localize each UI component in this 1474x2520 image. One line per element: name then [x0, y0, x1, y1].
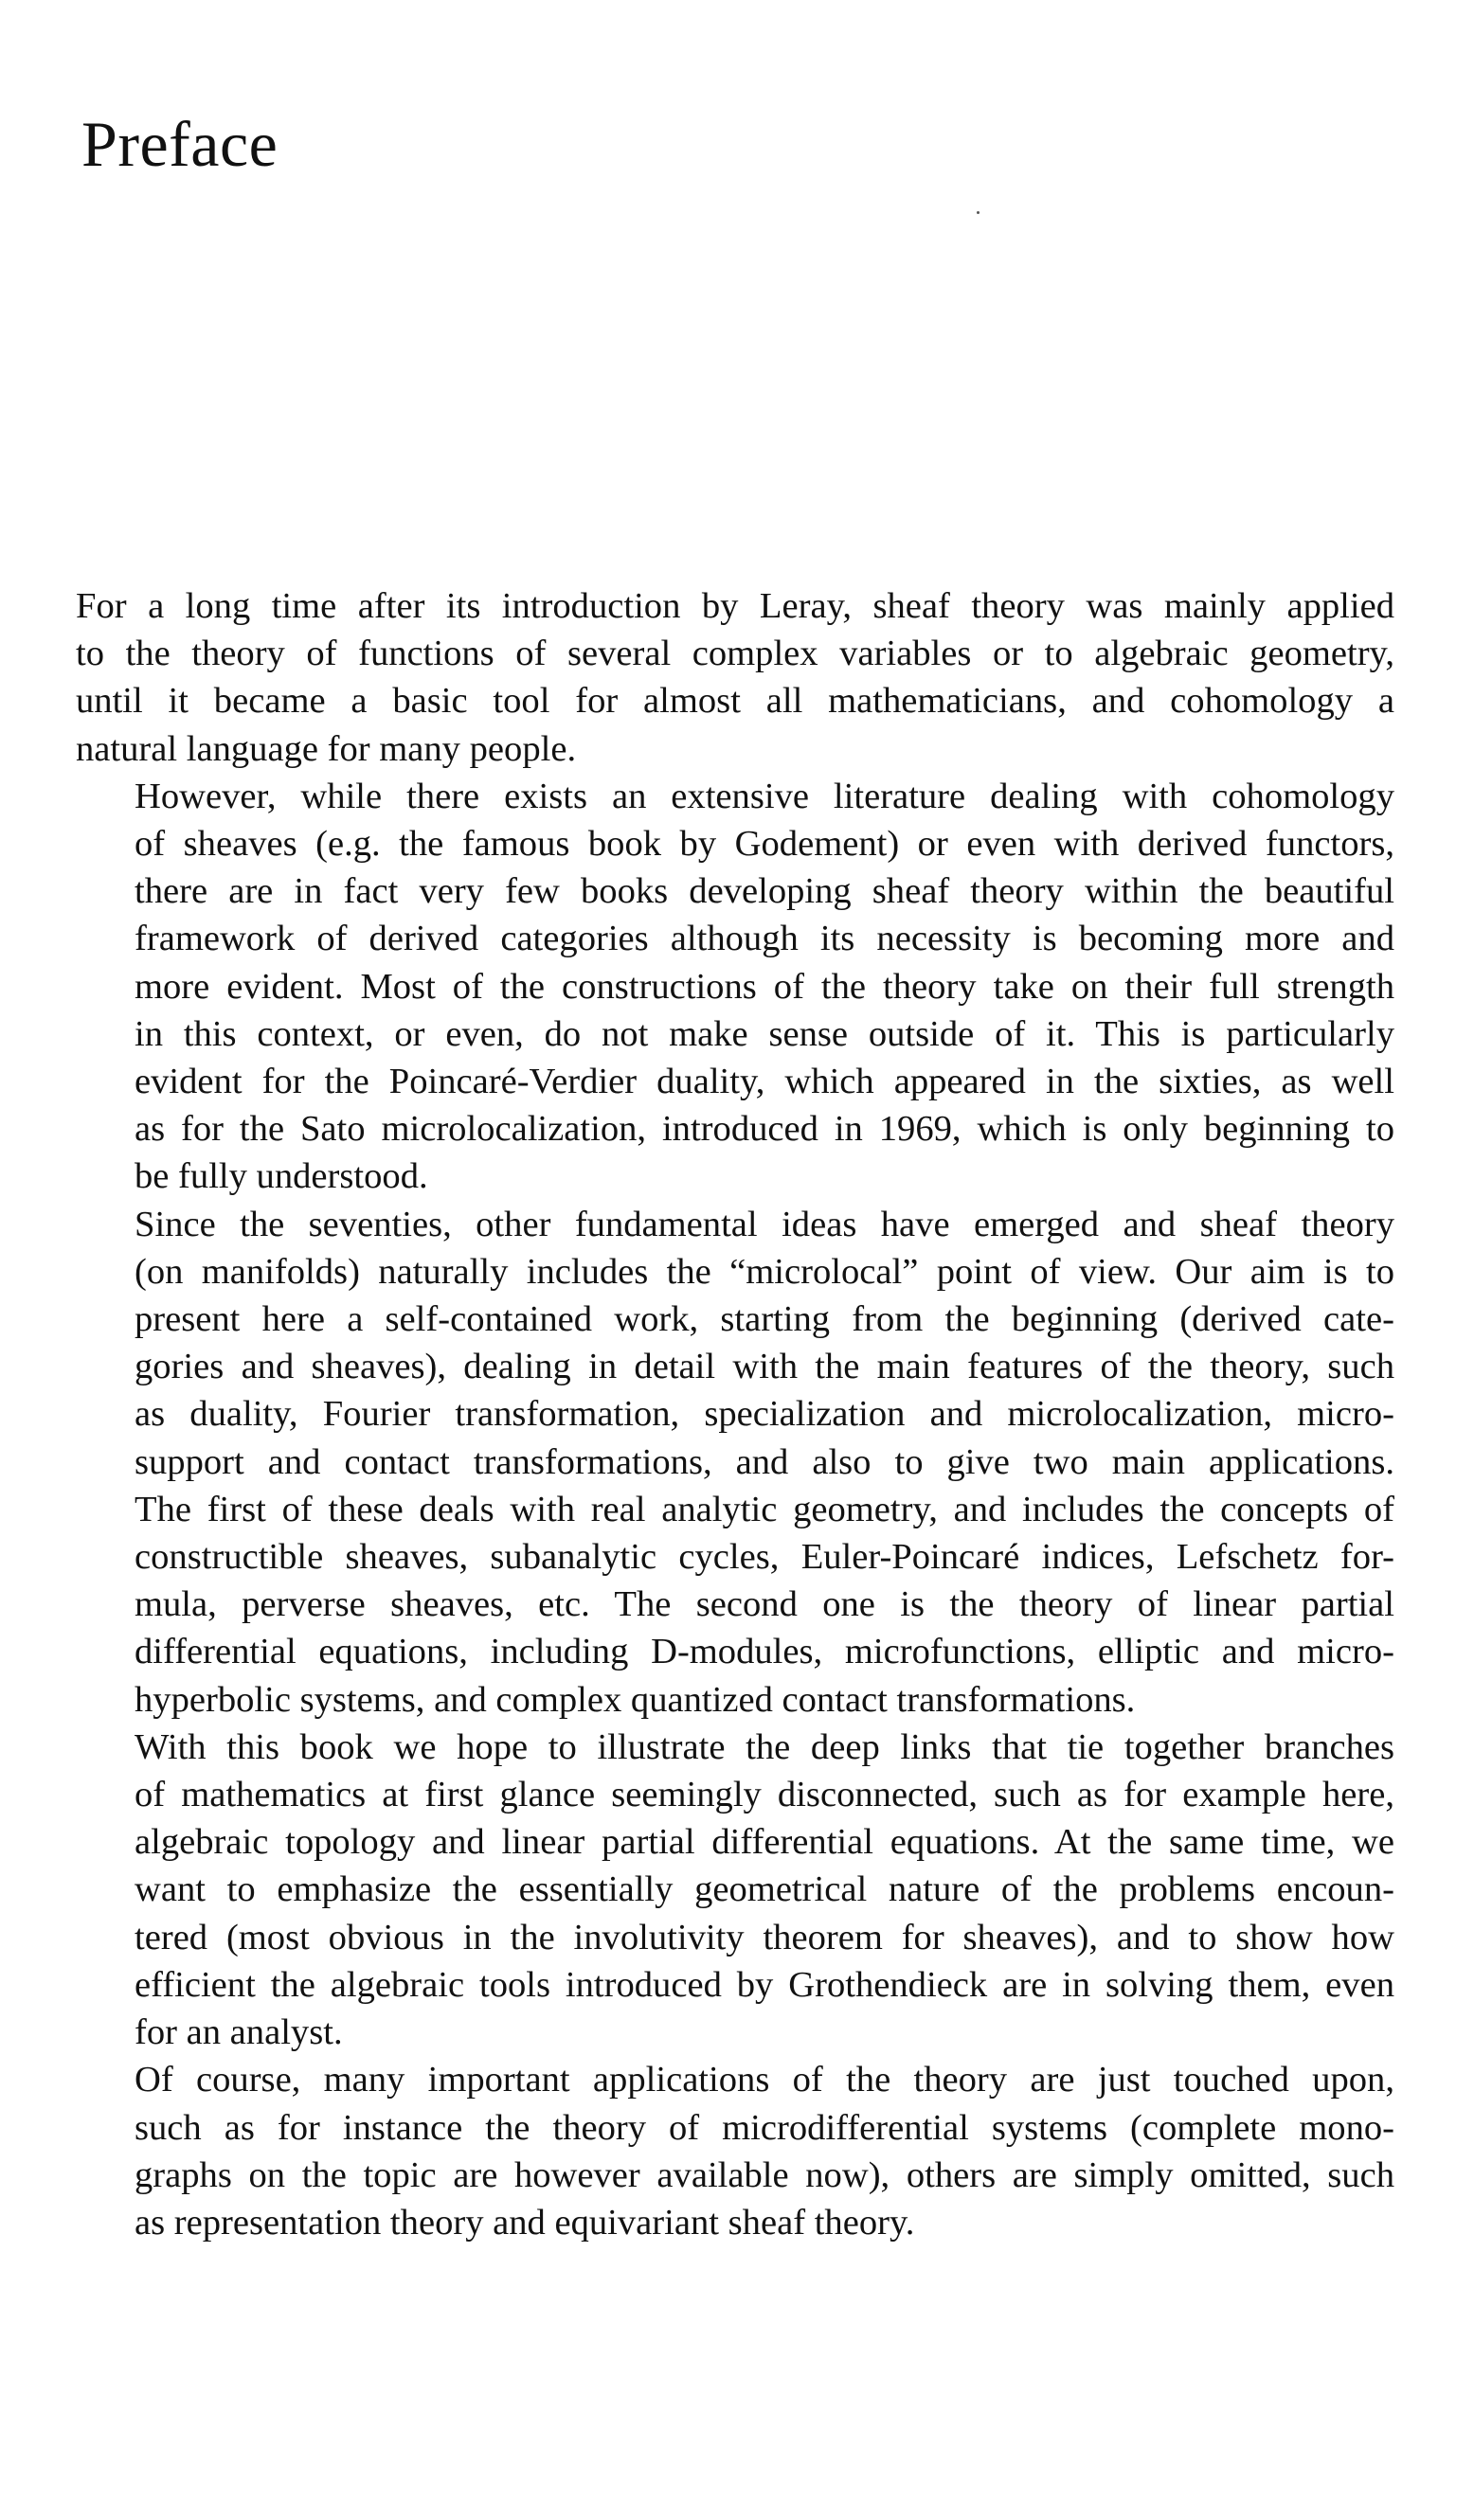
paragraph-2	[76, 773, 1394, 1201]
text-line: as for the Sato microlocalization, introduced in 1969, which is only beginning to	[135, 1109, 1394, 1150]
text-line: gories and sheaves), dealing in detail with the main features of the theory, such	[135, 1347, 1394, 1387]
text-line: Since the seventies, other fundamental ideas have emerged and sheaf theory	[135, 1204, 1394, 1244]
text-line: support and contact transformations, and also to give two main applications.	[135, 1441, 1394, 1482]
text-line: evident for the Poincaré-Verdier duality, which appeared in the sixties, as well	[135, 1062, 1394, 1102]
text-line: in this context, or even, do not make sense outside of it. This is particularly	[135, 1013, 1394, 1054]
text-line: be fully understood.	[135, 1156, 428, 1197]
text-line: efficient the algebraic tools introduced by Grothendieck are in solving them, even	[135, 1964, 1394, 2005]
text-line: want to emphasize the essentially geometrical nature of the problems encoun-	[135, 1869, 1394, 1910]
text-line: until it became a basic tool for almost all mathematicians, and cohomology a	[76, 681, 1394, 722]
text-line: as duality, Fourier transformation, specialization and microlocalization, micro-	[135, 1394, 1394, 1435]
paragraph-5	[76, 2056, 1394, 2246]
text-line: differential equations, including D-modules, microfunctions, elliptic and micro-	[135, 1632, 1394, 1672]
text-line: of mathematics at first glance seemingly disconnected, such as for example here,	[135, 1775, 1394, 1815]
text-line: For a long time after its introduction by Leray, sheaf theory was mainly applied	[76, 586, 1394, 626]
text-line: natural language for many people.	[76, 728, 577, 769]
text-line: present here a self-contained work, starting from the beginning (derived cate-	[135, 1299, 1394, 1340]
text-line: algebraic topology and linear partial differential equations. At the same time, we	[135, 1822, 1394, 1863]
text-line: constructible sheaves, subanalytic cycles, Euler-Poincaré indices, Lefschetz for-	[135, 1537, 1394, 1578]
text-line: mula, perverse sheaves, etc. The second one is the theory of linear partial	[135, 1584, 1394, 1625]
text-line: With this book we hope to illustrate the deep links that tie together branches	[135, 1726, 1394, 1767]
text-line: tered (most obvious in the involutivity theorem for sheaves), and to show how	[135, 1917, 1394, 1957]
text-line: more evident. Most of the constructions of the theory take on their full strength	[135, 966, 1394, 1007]
paragraph-3	[76, 1201, 1394, 1724]
text-line: such as for instance the theory of microdifferential systems (complete mono-	[135, 2107, 1394, 2148]
text-line: The first of these deals with real analytic geometry, and includes the concepts of	[135, 1489, 1394, 1529]
scan-speck	[977, 211, 980, 214]
page-title: Preface	[81, 108, 279, 180]
text-line: there are in fact very few books developing sheaf theory within the beautiful	[135, 871, 1394, 912]
preface-body	[76, 582, 1394, 2246]
text-line: of sheaves (e.g. the famous book by Godement) or even with derived functors,	[135, 824, 1394, 865]
text-line: to the theory of functions of several complex variables or to algebraic geometry,	[76, 634, 1394, 674]
text-line: graphs on the topic are however available now), others are simply omitted, such	[135, 2154, 1394, 2195]
text-line: framework of derived categories although its necessity is becoming more and	[135, 919, 1394, 959]
text-line: for an analyst.	[135, 2012, 343, 2053]
paragraph-4	[76, 1724, 1394, 2056]
text-line: Of course, many important applications of the theory are just touched upon,	[135, 2060, 1394, 2100]
paragraph-1	[76, 582, 1394, 773]
text-line: However, while there exists an extensive literature dealing with cohomology	[135, 776, 1394, 816]
text-line: as representation theory and equivariant sheaf theory.	[135, 2202, 915, 2243]
text-line: (on manifolds) naturally includes the “microlocal” point of view. Our aim is to	[135, 1251, 1394, 1292]
text-line: hyperbolic systems, and complex quantized contact transformations.	[135, 1679, 1136, 1720]
